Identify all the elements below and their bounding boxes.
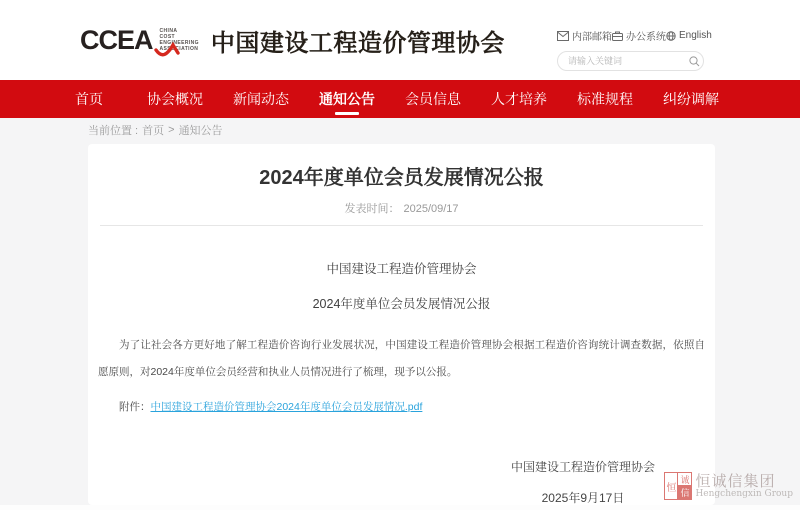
globe-icon: [666, 31, 676, 41]
nav-item-home[interactable]: 首页: [75, 91, 103, 107]
attachment-pdf-link[interactable]: 中国建设工程造价管理协会2024年度单位会员发展情况.pdf: [150, 401, 423, 413]
nav-item-news[interactable]: 新闻动态: [233, 91, 289, 107]
breadcrumb-separator: >: [168, 124, 175, 136]
site-logo[interactable]: [80, 0, 505, 80]
watermark-name-cn: 恒诚信集团: [695, 471, 776, 490]
nav-item-about[interactable]: 协会概况: [147, 91, 203, 107]
attachment-label: 附件：: [119, 401, 151, 413]
search-box: [557, 51, 704, 71]
main-nav: [0, 80, 800, 118]
seal-icon: 恒 诚 信: [664, 472, 692, 500]
signature-org: 中国建设工程造价管理协会: [510, 460, 655, 474]
article-card: [88, 144, 715, 505]
search-input[interactable]: [558, 56, 685, 66]
hengchengxin-watermark: [664, 472, 793, 500]
search-button[interactable]: [685, 52, 703, 70]
signature-date: 2025年9月17日: [541, 491, 625, 505]
search-icon: [689, 56, 700, 67]
breadcrumb-current[interactable]: 通知公告: [178, 125, 223, 137]
briefcase-icon: [612, 31, 623, 41]
article-title: 2024年度单位会员发展情况公报: [259, 167, 544, 189]
internal-mail-link[interactable]: 内部邮箱: [557, 28, 612, 43]
active-tab-indicator: [335, 112, 359, 115]
attachment-row: [98, 399, 705, 414]
nav-item-training[interactable]: 人才培养: [491, 91, 547, 107]
logo-subtext: CHINA COST ENGINEERING ASSOCIATION: [159, 28, 199, 52]
nav-item-members[interactable]: 会员信息: [405, 91, 461, 107]
nav-item-standards[interactable]: 标准规程: [577, 91, 633, 107]
body-heading-org: 中国建设工程造价管理协会: [326, 262, 477, 276]
breadcrumb-prefix: 当前位置 :: [88, 125, 139, 137]
title-divider: [100, 225, 703, 226]
english-link[interactable]: English: [666, 30, 712, 41]
site-header: [0, 0, 800, 80]
nav-item-dispute[interactable]: 纠纷调解: [663, 91, 719, 107]
watermark-name-en: Hengchengxin Group: [695, 488, 793, 499]
site-title: 中国建设工程造价管理协会: [210, 29, 505, 57]
logo-acronym: CCEA: [80, 24, 153, 55]
body-paragraph: 为了让社会各方更好地了解工程造价咨询行业发展状况，中国建设工程造价管理协会根据工程造价咨询统计调查数据，依照自愿原则，对2024年度单位会员经营和执业人员情况进行了梳理，现予以公报。: [98, 339, 705, 378]
signature-block: [98, 458, 705, 506]
breadcrumb-home-link[interactable]: 首页: [142, 125, 165, 137]
header-right: [557, 28, 712, 71]
breadcrumb: [88, 122, 223, 138]
publish-date: 发表时间： 2025/09/17: [344, 203, 459, 215]
office-system-link[interactable]: 办公系统: [612, 28, 666, 43]
mail-icon: [557, 31, 569, 41]
quick-links: [557, 28, 712, 43]
nav-item-notices[interactable]: 通知公告: [304, 80, 390, 118]
body-heading-title: 2024年度单位会员发展情况公报: [312, 297, 491, 311]
footer-strip: [0, 505, 800, 510]
article-body: [88, 259, 715, 506]
